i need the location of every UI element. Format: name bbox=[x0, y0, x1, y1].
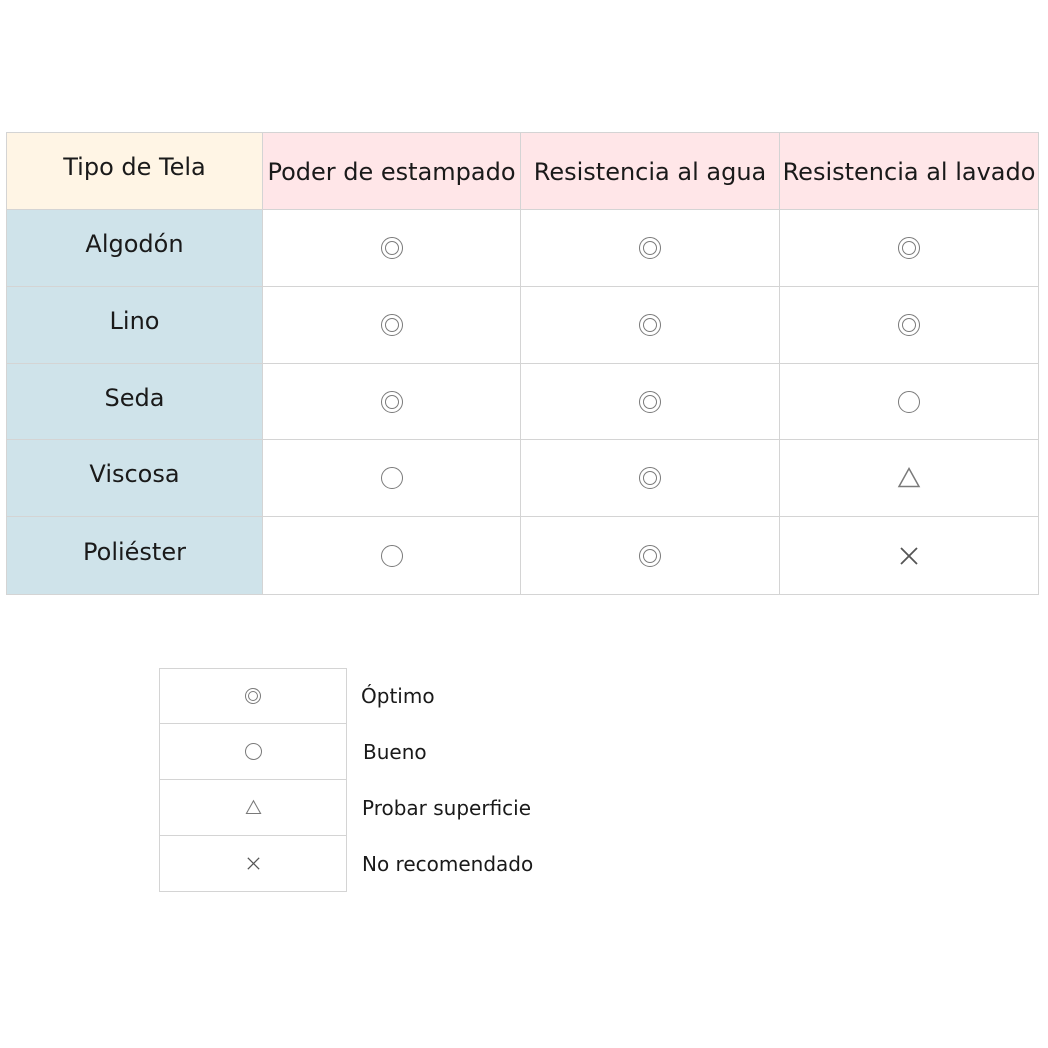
legend-item bbox=[159, 836, 559, 892]
cross-icon bbox=[245, 855, 262, 872]
row-label: Algodón bbox=[6, 210, 263, 287]
rating-cell bbox=[263, 210, 521, 287]
row-label: Poliéster bbox=[6, 517, 263, 595]
rating-cell bbox=[263, 517, 521, 595]
row-label: Seda bbox=[6, 364, 263, 440]
rating-cell bbox=[780, 364, 1039, 440]
triangle-icon bbox=[897, 466, 921, 490]
row-label: Viscosa bbox=[6, 440, 263, 517]
triangle-icon bbox=[245, 799, 262, 816]
double-circle-icon bbox=[898, 237, 920, 259]
double-circle-icon bbox=[639, 545, 661, 567]
rating-cell bbox=[521, 517, 780, 595]
circle-icon bbox=[245, 743, 262, 760]
legend-symbol-box bbox=[159, 836, 347, 892]
double-circle-icon bbox=[898, 314, 920, 336]
row-label: Lino bbox=[6, 287, 263, 364]
legend-item bbox=[159, 668, 559, 724]
double-circle-icon bbox=[639, 391, 661, 413]
double-circle-icon bbox=[639, 314, 661, 336]
rating-cell bbox=[521, 287, 780, 364]
rating-cell bbox=[780, 210, 1039, 287]
rating-cell bbox=[780, 287, 1039, 364]
double-circle-icon bbox=[639, 467, 661, 489]
cross-icon bbox=[897, 544, 921, 568]
rating-cell bbox=[263, 287, 521, 364]
rating-cell bbox=[521, 440, 780, 517]
circle-icon bbox=[898, 391, 920, 413]
double-circle-icon bbox=[381, 237, 403, 259]
double-circle-icon bbox=[381, 314, 403, 336]
rating-cell bbox=[263, 364, 521, 440]
symbol-legend bbox=[159, 668, 559, 892]
rating-cell bbox=[780, 440, 1039, 517]
rating-cell bbox=[263, 440, 521, 517]
column-header-printing: Poder de estampado bbox=[263, 132, 521, 210]
legend-item bbox=[159, 724, 559, 780]
legend-label: Probar superficie bbox=[362, 796, 532, 820]
double-circle-icon bbox=[245, 688, 261, 704]
legend-label: Bueno bbox=[363, 740, 427, 764]
circle-icon bbox=[381, 467, 403, 489]
legend-label: No recomendado bbox=[362, 852, 534, 876]
column-header-water-resistance: Resistencia al agua bbox=[521, 132, 780, 210]
double-circle-icon bbox=[639, 237, 661, 259]
rating-cell bbox=[521, 210, 780, 287]
legend-symbol-box bbox=[159, 780, 347, 836]
legend-symbol-box bbox=[159, 668, 347, 724]
circle-icon bbox=[381, 545, 403, 567]
rating-cell bbox=[780, 517, 1039, 595]
legend-item bbox=[159, 780, 559, 836]
fabric-comparison-table bbox=[6, 132, 1039, 595]
legend-symbol-box bbox=[159, 724, 347, 780]
double-circle-icon bbox=[381, 391, 403, 413]
legend-label: Óptimo bbox=[361, 684, 435, 708]
corner-header: Tipo de Tela bbox=[6, 132, 263, 210]
column-header-wash-resistance: Resistencia al lavado bbox=[780, 132, 1039, 210]
rating-cell bbox=[521, 364, 780, 440]
